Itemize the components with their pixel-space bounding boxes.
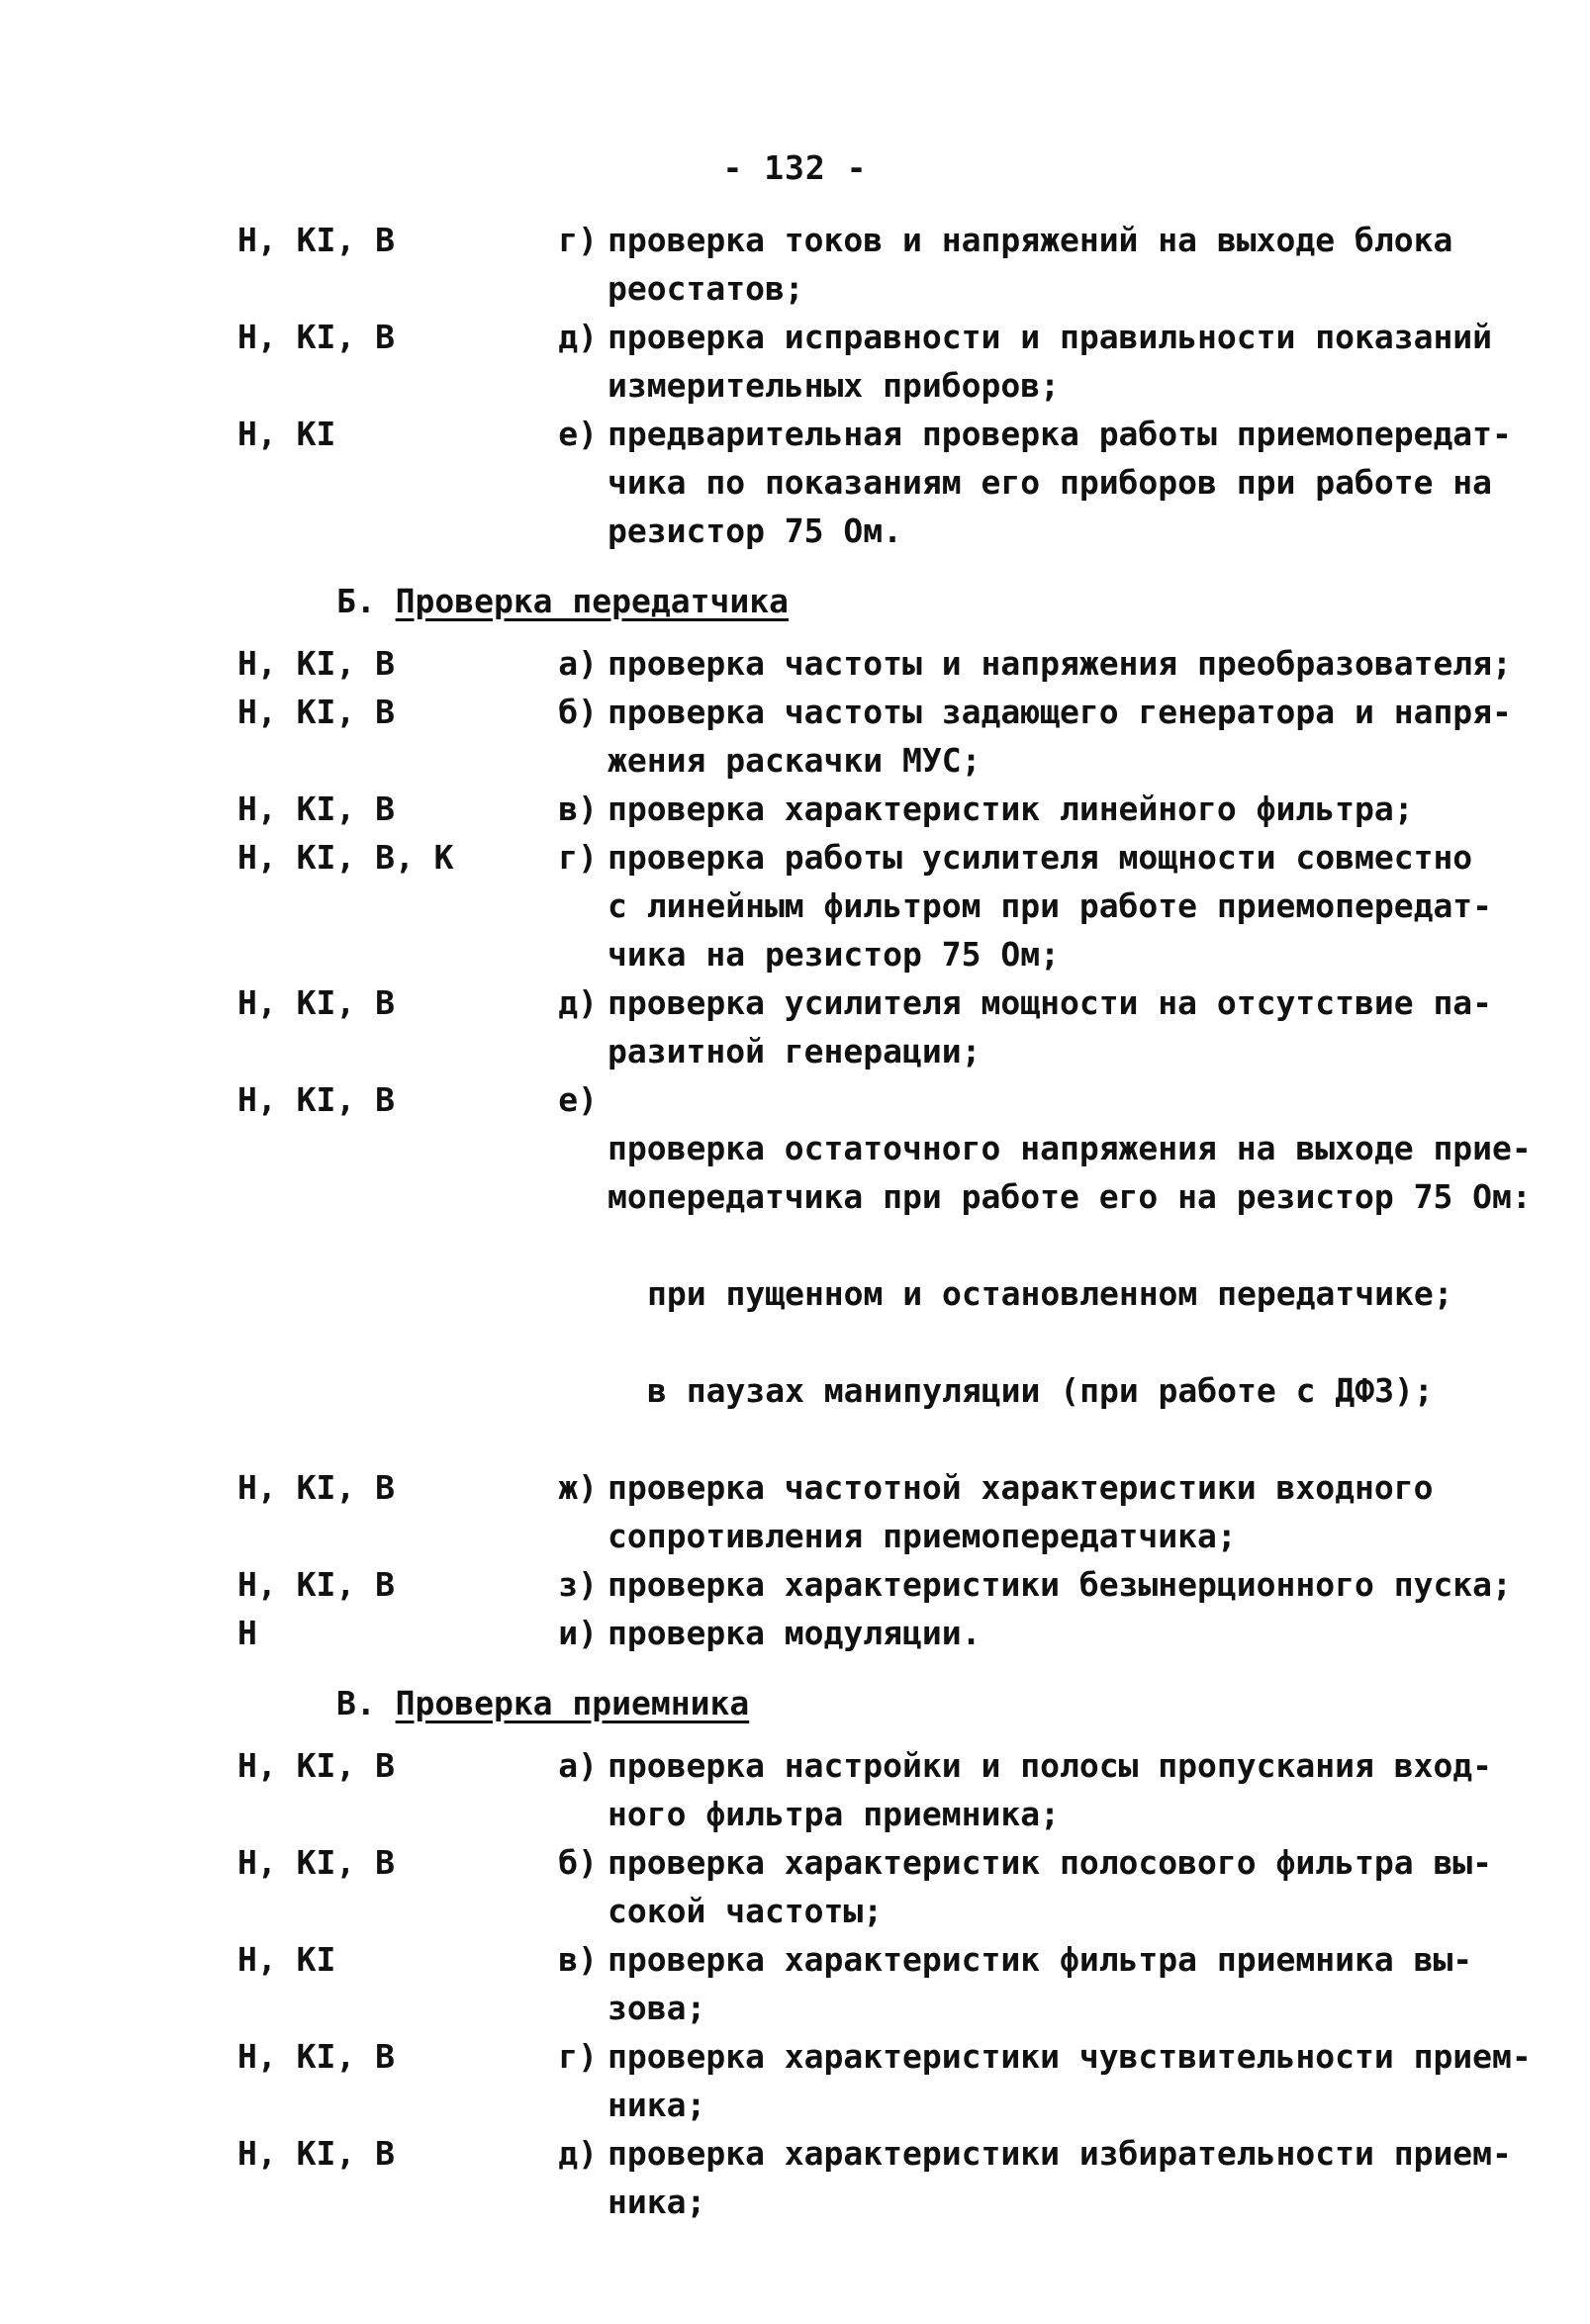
item-codes: Н, КI, В bbox=[237, 790, 395, 828]
item-text: проверка модуляции. bbox=[608, 1614, 982, 1652]
item-codes: Н, КI, В bbox=[237, 644, 395, 683]
list-item bbox=[237, 1935, 1543, 2032]
item-text: проверка частотной характеристики входного сопротивления приемопередатчика; bbox=[608, 1468, 1434, 1555]
item-text: проверка частоты задающего генератора и напря- жения раскачки МУС; bbox=[608, 693, 1512, 780]
item-letter: ж) bbox=[558, 1468, 598, 1507]
item-letter: г) bbox=[558, 838, 598, 877]
item-text: проверка настройки и полосы пропускания вход- ного фильтра приемника; bbox=[608, 1746, 1493, 1833]
item-text: проверка характеристик полосового фильтра вы- сокой частоты; bbox=[608, 1843, 1493, 1930]
list-item bbox=[237, 785, 1543, 833]
item-letter: в) bbox=[558, 790, 598, 828]
item-codes: Н, КI, В bbox=[237, 2037, 395, 2076]
item-text: проверка характеристики избирательности прием- ника; bbox=[608, 2134, 1512, 2221]
section-heading-receiver bbox=[336, 1679, 1543, 1727]
item-codes: Н, КI bbox=[237, 415, 336, 453]
list-item bbox=[237, 978, 1543, 1075]
item-text: проверка усилителя мощности на отсутствие па- разитной генерации; bbox=[608, 983, 1493, 1070]
section-title: Проверка приемника bbox=[395, 1684, 750, 1722]
item-text: предварительная проверка работы приемопередат- чика по показаниям его приборов при работе на резистор 75 Ом. bbox=[608, 415, 1512, 550]
page-content bbox=[237, 216, 1543, 2226]
item-codes: Н, КI, В bbox=[237, 1565, 395, 1604]
page-number: - 132 - bbox=[722, 148, 868, 187]
item-text-block bbox=[608, 1075, 1547, 1463]
list-item bbox=[237, 410, 1543, 555]
item-letter: з) bbox=[558, 1565, 598, 1604]
item-letter: б) bbox=[558, 693, 598, 731]
list-item bbox=[237, 688, 1543, 785]
list-item bbox=[237, 833, 1543, 978]
item-codes: Н, КI, В bbox=[237, 1746, 395, 1785]
list-item bbox=[237, 1463, 1543, 1560]
list-item bbox=[237, 1609, 1543, 1657]
item-text: проверка характеристик линейного фильтра; bbox=[608, 790, 1414, 828]
item-letter: е) bbox=[558, 1080, 598, 1119]
item-text: проверка токов и напряжений на выходе блока реостатов; bbox=[608, 221, 1453, 308]
item-text: проверка частоты и напряжения преобразователя; bbox=[608, 644, 1512, 683]
item-codes: Н, КI, В bbox=[237, 1080, 395, 1119]
section-title: Проверка передатчика bbox=[395, 582, 789, 620]
item-text: проверка работы усилителя мощности совместно с линейным фильтром при работе приемопередат- чика на резистор 75 Ом; bbox=[608, 838, 1493, 974]
item-letter: г) bbox=[558, 2037, 598, 2076]
item-letter: д) bbox=[558, 2134, 598, 2173]
item-text: проверка характеристик фильтра приемника вы- зова; bbox=[608, 1940, 1473, 2027]
item-codes: Н, КI, В bbox=[237, 693, 395, 731]
item-letter: г) bbox=[558, 221, 598, 259]
item-letter: б) bbox=[558, 1843, 598, 1882]
item-text: проверка характеристики чувствительности прием- ника; bbox=[608, 2037, 1532, 2124]
list-item bbox=[237, 216, 1543, 313]
item-codes: Н, КI, В bbox=[237, 1843, 395, 1882]
list-item bbox=[237, 313, 1543, 410]
list-item bbox=[237, 2032, 1543, 2129]
item-text: проверка исправности и правильности показаний измерительных приборов; bbox=[608, 318, 1493, 405]
item-codes: Н bbox=[237, 1614, 257, 1652]
item-letter: д) bbox=[558, 983, 598, 1022]
item-codes: Н, КI, В, К bbox=[237, 838, 454, 877]
item-letter: и) bbox=[558, 1614, 598, 1652]
section-heading-transmitter bbox=[336, 577, 1543, 625]
section-prefix: Б. bbox=[336, 582, 396, 620]
item-letter: а) bbox=[558, 644, 598, 683]
list-item bbox=[237, 1741, 1543, 1838]
list-item bbox=[237, 1838, 1543, 1935]
item-letter: д) bbox=[558, 318, 598, 356]
item-letter: в) bbox=[558, 1940, 598, 1979]
list-item bbox=[237, 1075, 1543, 1463]
list-item bbox=[237, 639, 1543, 688]
item-letter: е) bbox=[558, 415, 598, 453]
item-sub-line: в паузах манипуляции (при работе с ДФЗ); bbox=[647, 1371, 1434, 1410]
item-text: проверка характеристики безынерционного пуска; bbox=[608, 1565, 1512, 1604]
item-codes: Н, КI, В bbox=[237, 983, 395, 1022]
list-item bbox=[237, 2129, 1543, 2226]
item-codes: Н, КI, В bbox=[237, 221, 395, 259]
item-sub-line: при пущенном и остановленном передатчике; bbox=[647, 1274, 1453, 1313]
item-codes: Н, КI bbox=[237, 1940, 336, 1979]
item-text: проверка остаточного напряжения на выходе прие- мопередатчика при работе его на резистор 75 Ом: bbox=[608, 1129, 1532, 1216]
item-codes: Н, КI, В bbox=[237, 2134, 395, 2173]
item-codes: Н, КI, В bbox=[237, 318, 395, 356]
list-item bbox=[237, 1560, 1543, 1609]
section-prefix: В. bbox=[336, 1684, 396, 1722]
item-codes: Н, КI, В bbox=[237, 1468, 395, 1507]
item-letter: а) bbox=[558, 1746, 598, 1785]
